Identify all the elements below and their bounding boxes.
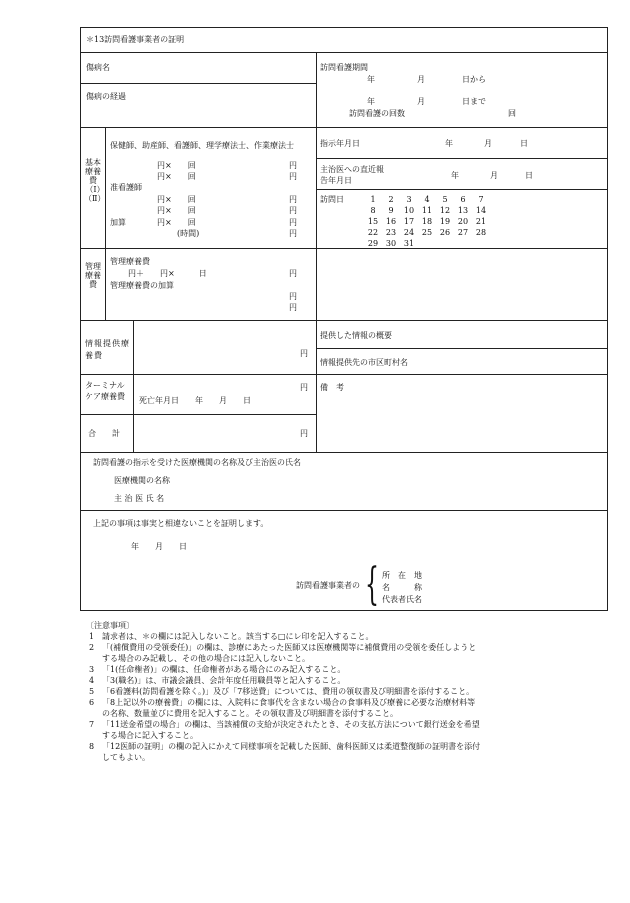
- note-line: する場合に記入すること。: [102, 731, 198, 740]
- info-summary-label: 提供した情報の概要: [320, 331, 392, 340]
- basic-yen-6: 円: [289, 229, 297, 238]
- rule: [80, 452, 608, 453]
- visit-period-to-month: 月: [417, 97, 425, 106]
- rule: [80, 52, 608, 53]
- management-addition: 管理療養費の加算: [110, 281, 174, 290]
- rule: [133, 320, 134, 452]
- basic-fee-side-label: 基本療養費（Ⅰ）（Ⅱ）: [84, 158, 106, 203]
- note-number: 5: [89, 687, 95, 696]
- visit-days-row-3: [364, 218, 490, 226]
- visit-period-from-day: 日から: [462, 75, 486, 84]
- note-line: 「1(任命権者)」の欄は、任命権者がある場合にのみ記入すること。: [102, 665, 346, 674]
- visit-day: 4: [424, 195, 430, 204]
- basic-yen-4: 円: [289, 206, 297, 215]
- note-number: 2: [89, 643, 95, 652]
- info-yen: 円: [300, 349, 308, 358]
- rule: [80, 510, 608, 511]
- visit-day: 11: [421, 206, 433, 215]
- note-line: 「3(職名)」は、市議会議員、会計年度任用職員等と記入すること。: [102, 676, 346, 685]
- note-number: 6: [89, 698, 95, 707]
- visit-day: 17: [403, 217, 415, 226]
- visit-day: 23: [385, 228, 397, 237]
- note-line: 「(補償費用の受領委任)」の欄は、診療にあたった医師又は医療機関等に補償費用の受領を委任しようと: [102, 643, 477, 652]
- basic-line-5: 円× 回: [157, 218, 196, 227]
- recent-report-label-2: 告年月日: [320, 176, 352, 185]
- visit-day: 2: [388, 195, 394, 204]
- provider-label: 訪問看護事業者の: [296, 581, 360, 590]
- management-yen-2: 円: [289, 292, 297, 301]
- management-title: 管理療養費: [110, 257, 150, 266]
- visit-day: 8: [370, 206, 376, 215]
- instruction-year: 年: [445, 139, 453, 148]
- management-yen-3: 円: [289, 303, 297, 312]
- provider-name-label: 名 称: [382, 583, 422, 592]
- visit-day: 1: [370, 195, 376, 204]
- total-yen: 円: [300, 429, 308, 438]
- visit-day: 10: [403, 206, 415, 215]
- visit-day: 20: [457, 217, 469, 226]
- visit-days-row-2: [364, 207, 490, 215]
- visit-day: 12: [439, 206, 451, 215]
- terminal-yen: 円: [300, 383, 308, 392]
- basic-line-1: 円× 回: [157, 161, 196, 170]
- visit-day: 25: [421, 228, 433, 237]
- note-line: 「6看護料(訪問看護を除く。)」及び「7移送費」については、費用の領収書及び明細書を添付すること。: [102, 687, 475, 696]
- visit-count-unit: 回: [508, 109, 516, 118]
- basic-addition: 加算: [110, 218, 126, 227]
- note-number: 1: [89, 632, 95, 641]
- rule: [316, 189, 608, 190]
- rule: [80, 374, 608, 375]
- visit-day: 18: [421, 217, 433, 226]
- note-line: の名称、数量並びに費用を記入すること。その領収書及び明細書を添付すること。: [102, 709, 398, 718]
- visit-period-to-day: 日まで: [462, 97, 486, 106]
- visit-day: 29: [367, 239, 379, 248]
- doctor-name-label: 主 治 医 氏 名: [114, 494, 165, 503]
- visit-day: 28: [475, 228, 487, 237]
- brace-symbol: {: [365, 559, 379, 610]
- basic-yen-3: 円: [289, 195, 297, 204]
- provider-rep-label: 代表者氏名: [382, 595, 422, 604]
- note-line: 「12医師の証明」の欄の記入にかえて同様事項を記載した医師、歯科医師又は柔道整復師の証明書を添付: [102, 742, 481, 751]
- basic-hours: (時間): [177, 229, 200, 238]
- visit-day: 19: [439, 217, 451, 226]
- visit-day: 3: [406, 195, 412, 204]
- rule: [80, 320, 608, 321]
- injury-course-label: 傷病の経過: [86, 92, 126, 101]
- note-line: してもよい。: [102, 753, 150, 762]
- rule: [316, 52, 317, 452]
- institution-title: 訪問看護の指示を受けた医療機関の名称及び主治医の氏名: [93, 458, 301, 467]
- recent-report-label-1: 主治医への直近報: [320, 165, 384, 174]
- rule: [80, 414, 316, 415]
- basic-assoc-nurse: 准看護師: [110, 183, 142, 192]
- info-side-label: 情報提供療養費: [85, 339, 130, 360]
- rule: [80, 127, 608, 128]
- provider-address-label: 所 在 地: [382, 571, 422, 580]
- management-side-label: 管理療養費: [85, 262, 101, 289]
- visit-day: 7: [478, 195, 484, 204]
- total-label: 合 計: [88, 429, 120, 438]
- injury-name-label: 傷病名: [86, 63, 110, 72]
- notes-heading: 〔注意事項〕: [86, 621, 134, 630]
- rule: [316, 348, 608, 349]
- visit-period-from-year: 年: [367, 75, 375, 84]
- management-yen-1: 円: [289, 269, 297, 278]
- visit-days-row-4: [364, 229, 490, 237]
- visit-day: 22: [367, 228, 379, 237]
- visit-day: 15: [367, 217, 379, 226]
- visit-day: 31: [403, 239, 415, 248]
- visit-days-row-5: [364, 240, 418, 248]
- note-line: 「8上記以外の療養費」の欄には、入院料に食事代を含まない場合の食事料及び療養に必要な治療材料等: [102, 698, 476, 707]
- rule: [80, 248, 608, 249]
- note-line: する場合のみ記載し、その他の場合には記入しないこと。: [102, 654, 310, 663]
- instruction-month: 月: [484, 139, 492, 148]
- visit-period-from-month: 月: [417, 75, 425, 84]
- recent-report-month: 月: [490, 171, 498, 180]
- note-line: 請求者は、＊の欄には記入しないこと。該当する□にレ印を記入すること。: [102, 632, 374, 641]
- remarks-label: 備 考: [320, 383, 344, 392]
- basic-line-2: 円× 回: [157, 172, 196, 181]
- basic-yen-2: 円: [289, 172, 297, 181]
- note-number: 8: [89, 742, 95, 751]
- info-city-label: 情報提供先の市区町村名: [320, 358, 408, 367]
- visit-days-label: 訪問日: [320, 195, 344, 204]
- note-number: 7: [89, 720, 95, 729]
- recent-report-day: 日: [525, 171, 533, 180]
- visit-day: 5: [442, 195, 448, 204]
- visit-day: 27: [457, 228, 469, 237]
- rule: [80, 83, 316, 84]
- visit-day: 16: [385, 217, 397, 226]
- rule: [105, 127, 106, 320]
- recent-report-year: 年: [451, 171, 459, 180]
- terminal-death-date: 死亡年月日 年 月 日: [139, 396, 251, 405]
- visit-period-label: 訪問看護期間: [320, 63, 368, 72]
- basic-line-4: 円× 回: [157, 206, 196, 215]
- visit-days-row-1: [364, 196, 490, 204]
- certify-date: 年 月 日: [131, 542, 187, 551]
- basic-yen-5: 円: [289, 218, 297, 227]
- terminal-side-label: ターミナルケア療養費: [85, 381, 125, 401]
- instruction-day: 日: [520, 139, 528, 148]
- certify-text: 上記の事項は事実と相違ないことを証明します。: [93, 519, 269, 528]
- visit-day: 14: [475, 206, 487, 215]
- visit-day: 26: [439, 228, 451, 237]
- visit-day: 9: [388, 206, 394, 215]
- basic-professions: 保健師、助産師、看護師、理学療法士、作業療法士: [110, 141, 294, 150]
- note-number: 4: [89, 676, 95, 685]
- institution-name-label: 医療機関の名称: [114, 476, 170, 485]
- visit-period-to-year: 年: [367, 97, 375, 106]
- visit-day: 21: [475, 217, 487, 226]
- visit-day: 6: [460, 195, 466, 204]
- visit-day: 30: [385, 239, 397, 248]
- basic-line-3: 円× 回: [157, 195, 196, 204]
- basic-yen-1: 円: [289, 161, 297, 170]
- note-line: 「11送金希望の場合」の欄は、当該補償の支給が決定されたとき、その支払方法について銀行送金を希望: [102, 720, 480, 729]
- rule: [316, 158, 608, 159]
- visit-day: 24: [403, 228, 415, 237]
- visit-count-label: 訪問看護の回数: [349, 109, 405, 118]
- form-header: ＊13訪問看護事業者の証明: [86, 35, 185, 44]
- note-number: 3: [89, 665, 95, 674]
- visit-day: 13: [457, 206, 469, 215]
- management-formula: 円＋ 円× 日: [128, 269, 207, 278]
- instruction-date-label: 指示年月日: [320, 139, 360, 148]
